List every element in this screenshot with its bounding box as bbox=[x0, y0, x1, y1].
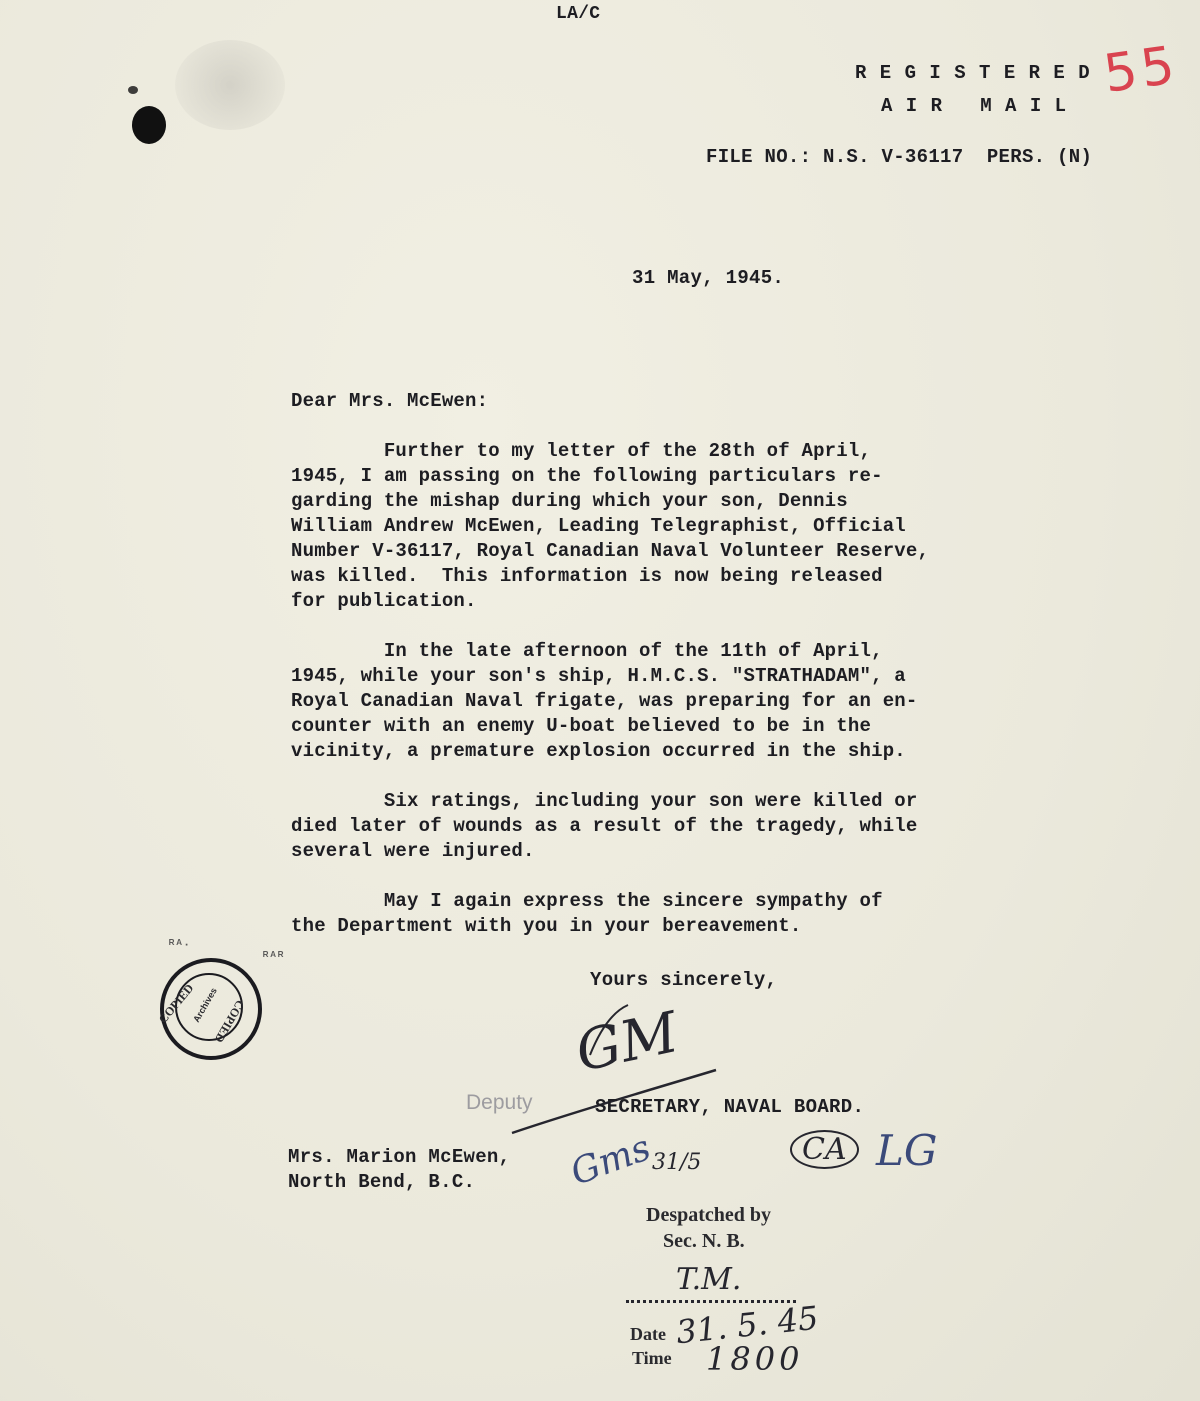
despatched-date-value: 31. 5. 45 bbox=[674, 1298, 821, 1352]
copied-stamp-center: Archives bbox=[191, 986, 219, 1024]
body-line: died later of wounds as a result of the tragedy, while bbox=[291, 815, 918, 837]
body-line: garding the mishap during which your son, Dennis bbox=[291, 490, 848, 512]
body-line: was killed. This information is now being released bbox=[291, 565, 883, 587]
body-line: Number V-36117, Royal Canadian Naval Volunteer Reserve, bbox=[291, 540, 930, 562]
salutation: Dear Mrs. McEwen: bbox=[291, 390, 489, 412]
copied-stamp bbox=[155, 958, 262, 1060]
body-line: the Department with you in your bereavement. bbox=[291, 915, 802, 937]
body-line: for publication. bbox=[291, 590, 477, 612]
letter-date: 31 May, 1945. bbox=[632, 267, 785, 289]
stamp-fragment-left: ᴿᴬ· bbox=[168, 938, 191, 952]
top-code: LA/C bbox=[556, 4, 601, 24]
body-line: Royal Canadian Naval frigate, was preparing for an en- bbox=[291, 690, 918, 712]
handwritten-initials-blue: LG bbox=[876, 1126, 938, 1175]
body-line: vicinity, a premature explosion occurred in the ship. bbox=[291, 740, 906, 762]
body-line: 1945, while your son's ship, H.M.C.S. "STRATHADAM", a bbox=[291, 665, 906, 687]
recipient-address: North Bend, B.C. bbox=[288, 1171, 476, 1193]
stamp-fragment-right: ᴿᴬᴿ bbox=[262, 950, 285, 964]
body-line: 1945, I am passing on the following particulars re- bbox=[291, 465, 883, 487]
despatched-initials: T.M. bbox=[676, 1262, 742, 1297]
handwritten-date: 31/5 bbox=[652, 1150, 702, 1175]
folio-number: 55 bbox=[1100, 35, 1182, 105]
recipient-name: Mrs. Marion McEwen, bbox=[288, 1146, 511, 1168]
despatched-time-value: 1800 bbox=[706, 1340, 804, 1378]
handwritten-initials: Gms bbox=[565, 1127, 656, 1194]
deputy-stamp: Deputy bbox=[466, 1091, 533, 1114]
closing: Yours sincerely, bbox=[590, 969, 778, 991]
file-number: FILE NO.: N.S. V-36117 PERS. (N) bbox=[706, 146, 1093, 168]
body-line: William Andrew McEwen, Leading Telegraphist, Official bbox=[291, 515, 906, 537]
despatched-by-label: Despatched by bbox=[646, 1204, 772, 1226]
signature: GM bbox=[570, 1000, 684, 1085]
punch-hole bbox=[132, 106, 166, 144]
body-line: In the late afternoon of the 11th of April, bbox=[291, 640, 883, 662]
body-line: counter with an enemy U-boat believed to be in the bbox=[291, 715, 872, 737]
air-mail-label: A I R M A I L bbox=[881, 95, 1068, 117]
smudge-mark bbox=[175, 40, 285, 130]
punch-hole-mark bbox=[128, 86, 138, 94]
body-line: Further to my letter of the 28th of April, bbox=[291, 440, 872, 462]
despatched-time-label: Time bbox=[632, 1348, 672, 1368]
registered-label: R E G I S T E R E D bbox=[855, 62, 1091, 84]
handwritten-initials-circle: CA bbox=[790, 1130, 859, 1169]
body-line: several were injured. bbox=[291, 840, 535, 862]
body-line: May I again express the sincere sympathy of bbox=[291, 890, 883, 912]
copied-stamp-top: COPIED bbox=[155, 981, 197, 1026]
despatched-date-label: Date bbox=[630, 1324, 666, 1344]
despatched-by-office: Sec. N. B. bbox=[663, 1230, 745, 1252]
copied-stamp-bottom: COPIED bbox=[211, 997, 248, 1046]
secretary-title: SECRETARY, NAVAL BOARD. bbox=[595, 1096, 865, 1118]
body-line: Six ratings, including your son were killed or bbox=[291, 790, 918, 812]
